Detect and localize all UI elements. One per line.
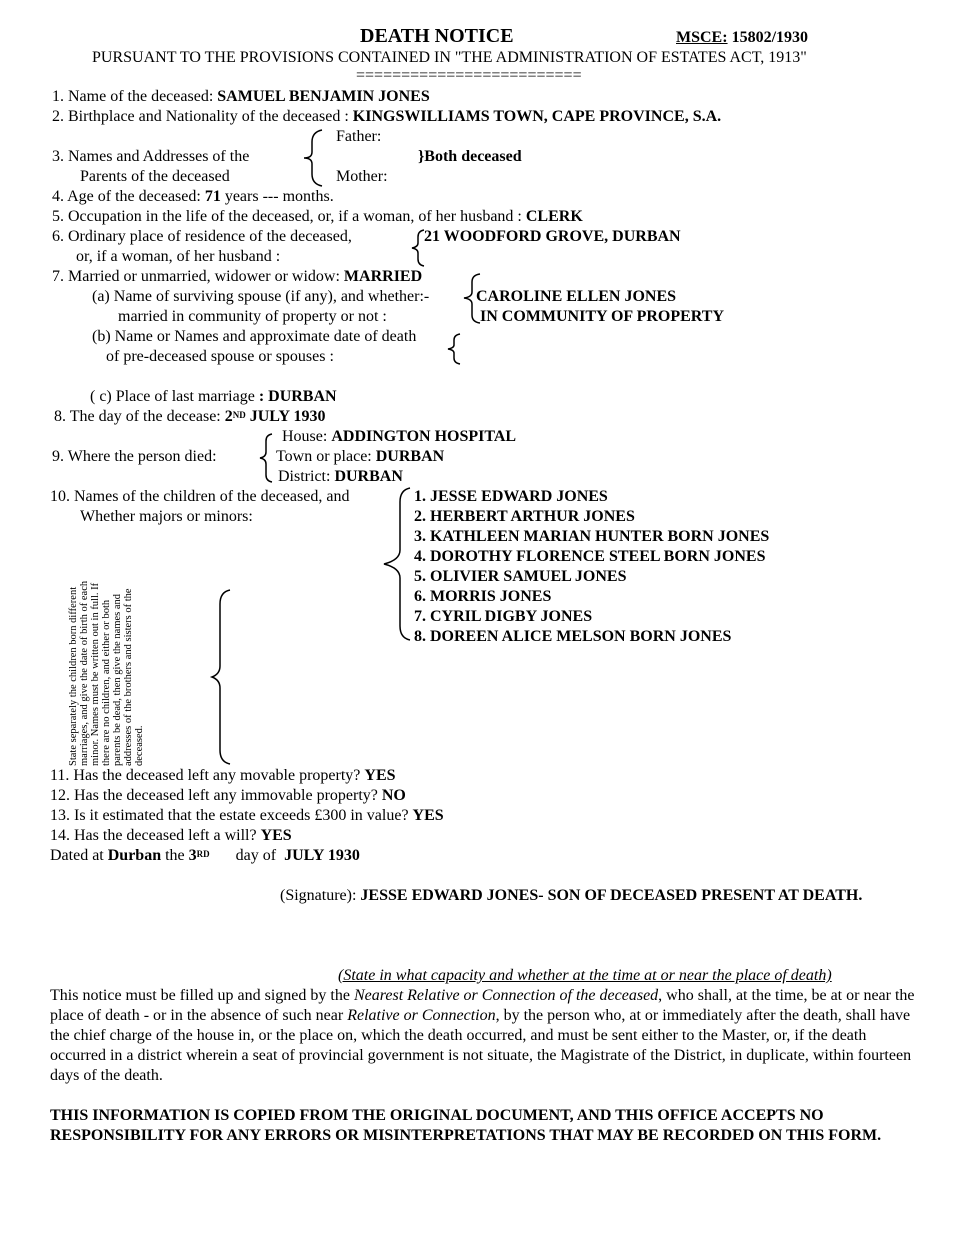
where-label: 9. Where the person died: bbox=[52, 448, 217, 465]
item-age-years: 71 bbox=[204, 188, 221, 205]
movable-label: 11. Has the deceased left any movable property? bbox=[50, 767, 361, 784]
msce-value: 15802/1930 bbox=[731, 29, 809, 46]
child-5: 5. OLIVIER SAMUEL JONES bbox=[414, 568, 627, 585]
where-town bbox=[276, 447, 444, 467]
day-label: 8. The day of the decease: bbox=[54, 408, 221, 425]
father-label: Father: bbox=[336, 128, 382, 145]
header-rule: ========================= bbox=[356, 67, 582, 84]
item-day-of-decease bbox=[54, 407, 325, 427]
where-district bbox=[278, 467, 403, 487]
where-brace bbox=[256, 432, 276, 484]
residence-label-line2: or, if a woman, of her husband : bbox=[76, 248, 281, 265]
predeceased-brace bbox=[444, 332, 464, 366]
spouse-label-line1: (a) Name of surviving spouse (if any), and whether:- bbox=[92, 288, 430, 305]
instructions-part-1: This notice must be filled up and signed by the bbox=[50, 987, 350, 1004]
child-3: 3. KATHLEEN MARIAN HUNTER BORN JONES bbox=[414, 528, 770, 545]
immovable-value: NO bbox=[381, 787, 406, 804]
parents-label-line2: Parents of the deceased bbox=[80, 168, 230, 185]
movable-value: YES bbox=[364, 767, 396, 784]
predeceased-label-line1: (b) Name or Names and approximate date of death bbox=[92, 328, 417, 345]
instructions-part-2: Nearest Relative or Connection of the deceased bbox=[353, 987, 659, 1004]
child-8: 8. DOREEN ALICE MELSON BORN JONES bbox=[414, 628, 732, 645]
dated-day-of: day of bbox=[235, 847, 277, 864]
dated-the: the bbox=[165, 847, 185, 864]
spouse-value-line1: CAROLINE ELLEN JONES bbox=[476, 288, 677, 305]
document-subtitle: PURSUANT TO THE PROVISIONS CONTAINED IN "THE ADMINISTRATION OF ESTATES ACT, 1913" bbox=[92, 49, 807, 66]
document-title: DEATH NOTICE bbox=[360, 25, 514, 47]
dated-month-year: JULY 1930 bbox=[284, 847, 360, 864]
item-marital-value: MARRIED bbox=[343, 268, 423, 285]
item-birthplace bbox=[52, 107, 721, 127]
signature-label: (Signature): bbox=[280, 887, 357, 904]
dated-day: 3 bbox=[188, 847, 197, 864]
msce-number bbox=[676, 28, 808, 48]
item-estate bbox=[50, 806, 444, 826]
item-birthplace-label: 2. Birthplace and Nationality of the deceased : bbox=[52, 108, 349, 125]
dated-line bbox=[50, 846, 360, 866]
child-4: 4. DOROTHY FLORENCE STEEL BORN JONES bbox=[414, 548, 766, 565]
dated-prefix: Dated at bbox=[50, 847, 104, 864]
child-7: 7. CYRIL DIGBY JONES bbox=[414, 608, 593, 625]
children-brace bbox=[378, 486, 414, 644]
child-6: 6. MORRIS JONES bbox=[414, 588, 552, 605]
item-name-label: 1. Name of the deceased: bbox=[52, 88, 214, 105]
item-occupation-value: CLERK bbox=[525, 208, 583, 225]
item-marital bbox=[52, 267, 422, 287]
item-marital-label: 7. Married or unmarried, widower or widow: bbox=[52, 268, 340, 285]
where-house bbox=[282, 427, 516, 447]
town-label: Town or place: bbox=[276, 448, 372, 465]
item-immovable bbox=[50, 786, 406, 806]
parents-note: }Both deceased bbox=[418, 148, 522, 165]
immovable-label: 12. Has the deceased left any immovable property? bbox=[50, 787, 378, 804]
item-age-suffix: years --- months. bbox=[224, 188, 334, 205]
will-label: 14. Has the deceased left a will? bbox=[50, 827, 257, 844]
will-value: YES bbox=[260, 827, 292, 844]
children-label-line1: 10. Names of the children of the deceased, and bbox=[50, 488, 350, 505]
item-birthplace-value: KINGSWILLIAMS TOWN, CAPE PROVINCE, S.A. bbox=[352, 108, 722, 125]
signature-value: JESSE EDWARD JONES- SON OF DECEASED PRESENT AT DEATH. bbox=[360, 887, 863, 904]
item-name-value: SAMUEL BENJAMIN JONES bbox=[217, 88, 430, 105]
mother-label: Mother: bbox=[336, 168, 388, 185]
dated-place: Durban bbox=[107, 847, 162, 864]
last-marriage-label: ( c) Place of last marriage bbox=[90, 388, 255, 405]
estate-value: YES bbox=[412, 807, 444, 824]
residence-value: 21 WOODFORD GROVE, DURBAN bbox=[424, 228, 681, 245]
signature-line bbox=[280, 886, 862, 906]
parents-brace bbox=[300, 128, 330, 188]
house-label: House: bbox=[282, 428, 328, 445]
child-1: 1. JESSE EDWARD JONES bbox=[414, 488, 608, 505]
side-note: State separately the children born different marriages, and give the date of birth of each minor. Names must be written out in full. If there are no children, and either or both parents be dead, then give the names and addresses of the brothers and sisters of the deceased. bbox=[68, 580, 145, 766]
dated-sup: RD bbox=[196, 849, 210, 859]
msce-label: MSCE: bbox=[676, 29, 728, 46]
child-2: 2. HERBERT ARTHUR JONES bbox=[414, 508, 635, 525]
spouse-value-line2: IN COMMUNITY OF PROPERTY bbox=[480, 308, 725, 325]
district-value: DURBAN bbox=[334, 468, 403, 485]
item-will bbox=[50, 826, 292, 846]
day-value: 2 bbox=[224, 408, 233, 425]
estate-label: 13. Is it estimated that the estate exceeds £300 in value? bbox=[50, 807, 409, 824]
children-label-line2: Whether majors or minors: bbox=[80, 508, 253, 525]
item-age bbox=[52, 187, 334, 207]
disclaimer: THIS INFORMATION IS COPIED FROM THE ORIGINAL DOCUMENT, AND THIS OFFICE ACCEPTS NO RESPONSIBILITY FOR ANY ERRORS OR MISINTERPRETATIONS THAT MAY BE RECORDED ON THIS FORM. bbox=[50, 1107, 882, 1144]
town-value: DURBAN bbox=[375, 448, 445, 465]
item-name bbox=[52, 87, 430, 107]
side-note-brace bbox=[208, 588, 234, 766]
parents-label-line1: 3. Names and Addresses of the bbox=[52, 148, 250, 165]
item-last-marriage bbox=[90, 387, 337, 407]
item-age-label: 4. Age of the deceased: bbox=[52, 188, 201, 205]
residence-label-line1: 6. Ordinary place of residence of the deceased, bbox=[52, 228, 352, 245]
item-movable bbox=[50, 766, 396, 786]
house-value: ADDINGTON HOSPITAL bbox=[331, 428, 517, 445]
day-month-year: JULY 1930 bbox=[249, 408, 326, 425]
spouse-label-line2: married in community of property or not : bbox=[118, 308, 387, 325]
item-occupation-label: 5. Occupation in the life of the deceased, or, if a woman, of her husband : bbox=[52, 208, 522, 225]
instructions-part-3: , who shall, at the time, be at or near the place of death - or in the absence of such near bbox=[50, 987, 915, 1024]
district-label: District: bbox=[278, 468, 331, 485]
item-occupation bbox=[52, 207, 583, 227]
instructions-part-5: , by the person who, at or immediately after the death, shall have the chief charge of the house in, or the place on, which the death occurred, and must be sent either to the Master, or, if the death occurred in a district wherein a seat of provincial government is not situate, the Magistrate of the District, in duplicate, within fourteen days of the death. bbox=[50, 1007, 912, 1084]
instructions-part-4: Relative or Connection bbox=[347, 1007, 496, 1024]
last-marriage-value: : DURBAN bbox=[258, 388, 337, 405]
instructions-paragraph bbox=[50, 986, 925, 1086]
predeceased-label-line2: of pre-deceased spouse or spouses : bbox=[106, 348, 334, 365]
day-sup: ND bbox=[232, 410, 246, 420]
capacity-note: (State in what capacity and whether at the time at or near the place of death) bbox=[338, 967, 832, 984]
